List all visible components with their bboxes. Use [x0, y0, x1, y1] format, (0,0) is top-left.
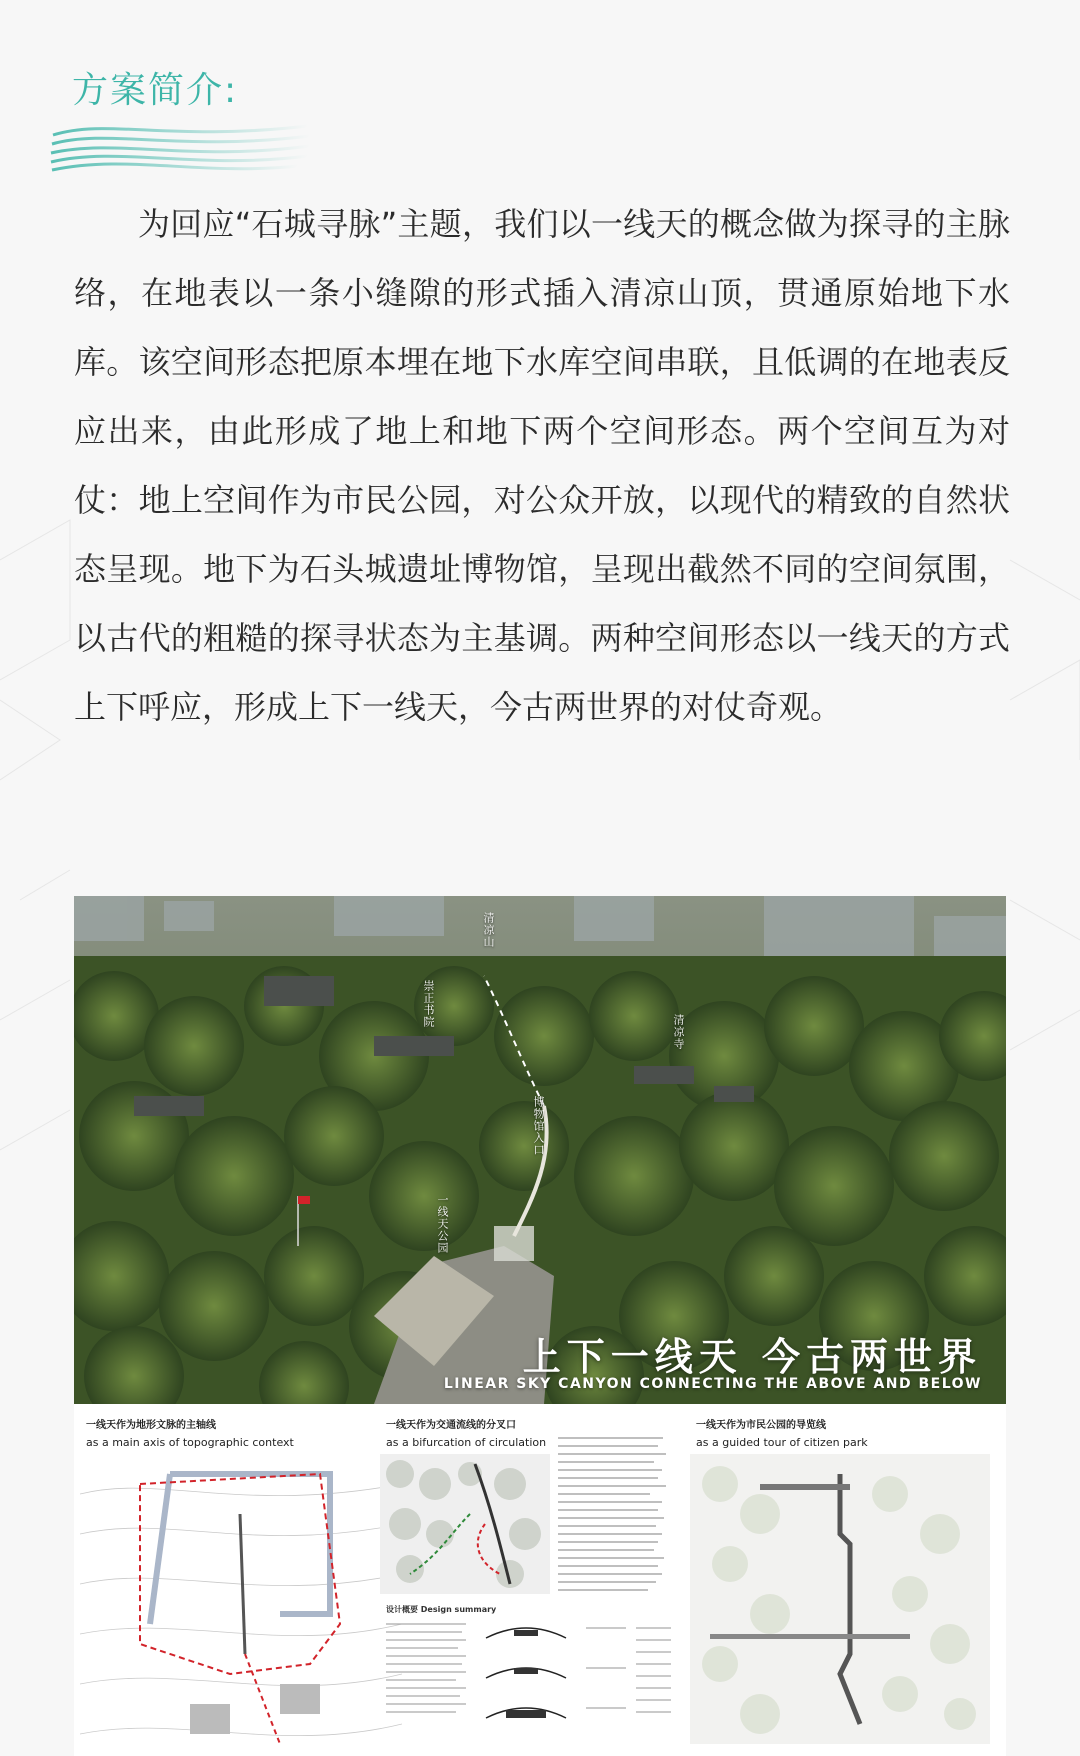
aerial-label-temple: 清凉寺: [672, 1014, 685, 1050]
section-title: 方案简介:: [72, 70, 239, 111]
circulation-diagram-icon: [380, 1454, 550, 1594]
poster-slogan-cn: 上下一线天 今古两世界: [522, 1335, 982, 1379]
section-diagrams-icon: [386, 1618, 676, 1748]
aerial-label-qingliang-mountain: 清凉山: [482, 912, 495, 948]
topographic-map-icon: [80, 1454, 402, 1754]
panel-circulation: [374, 1404, 704, 1756]
project-poster: [74, 896, 1006, 1756]
aerial-label-sky-canyon-park: 一线天公园: [436, 1194, 449, 1254]
poster-slogan-en: LINEAR SKY CANYON CONNECTING THE ABOVE AND BELOW: [443, 1376, 982, 1392]
intro-paragraph: 为回应“石城寻脉”主题，我们以一线天的概念做为探寻的主脉络，在地表以一条小缝隙的形式插入清凉山顶，贯通原始地下水库。该空间形态把原本埋在地下水库空间串联，且低调的在地表反应出来，由此形成了地上和地下两个空间形态。两个空间互为对仗：地上空间作为市民公园，对公众开放，以现代的精致的自然状态呈现。地下为石头城遗址博物馆，呈现出截然不同的空间氛围，以古代的粗糙的探寻状态为主基调。两种空间形态以一线天的方式上下呼应，形成上下一线天，今古两世界的对仗奇观。: [74, 205, 1010, 726]
panel-title-cn: 一线天作为地形文脉的主轴线: [86, 1420, 216, 1431]
panel-citizen-park: [684, 1404, 1006, 1756]
aerial-label-museum-entrance: 博物馆入口: [532, 1096, 545, 1156]
text-lines-icon: [558, 1434, 668, 1614]
panel-title-cn: 一线天作为市民公园的导览线: [696, 1420, 826, 1431]
panel-title-en: as a main axis of topographic context: [86, 1436, 294, 1449]
aerial-label-academy: 崇正书院: [422, 980, 435, 1028]
panel-topographic: [74, 1404, 408, 1756]
design-summary-label: 设计概要 Design summary: [386, 1605, 497, 1614]
panel-title-en: as a bifurcation of circulation: [386, 1436, 547, 1449]
panel-description-text: [558, 1434, 668, 1617]
park-plan-icon: [690, 1454, 990, 1744]
analysis-boards: [74, 1404, 1006, 1756]
panel-title-cn: 一线天作为交通流线的分叉口: [386, 1420, 516, 1431]
panel-title-en: as a guided tour of citizen park: [696, 1436, 868, 1449]
section-heading: [48, 40, 318, 160]
